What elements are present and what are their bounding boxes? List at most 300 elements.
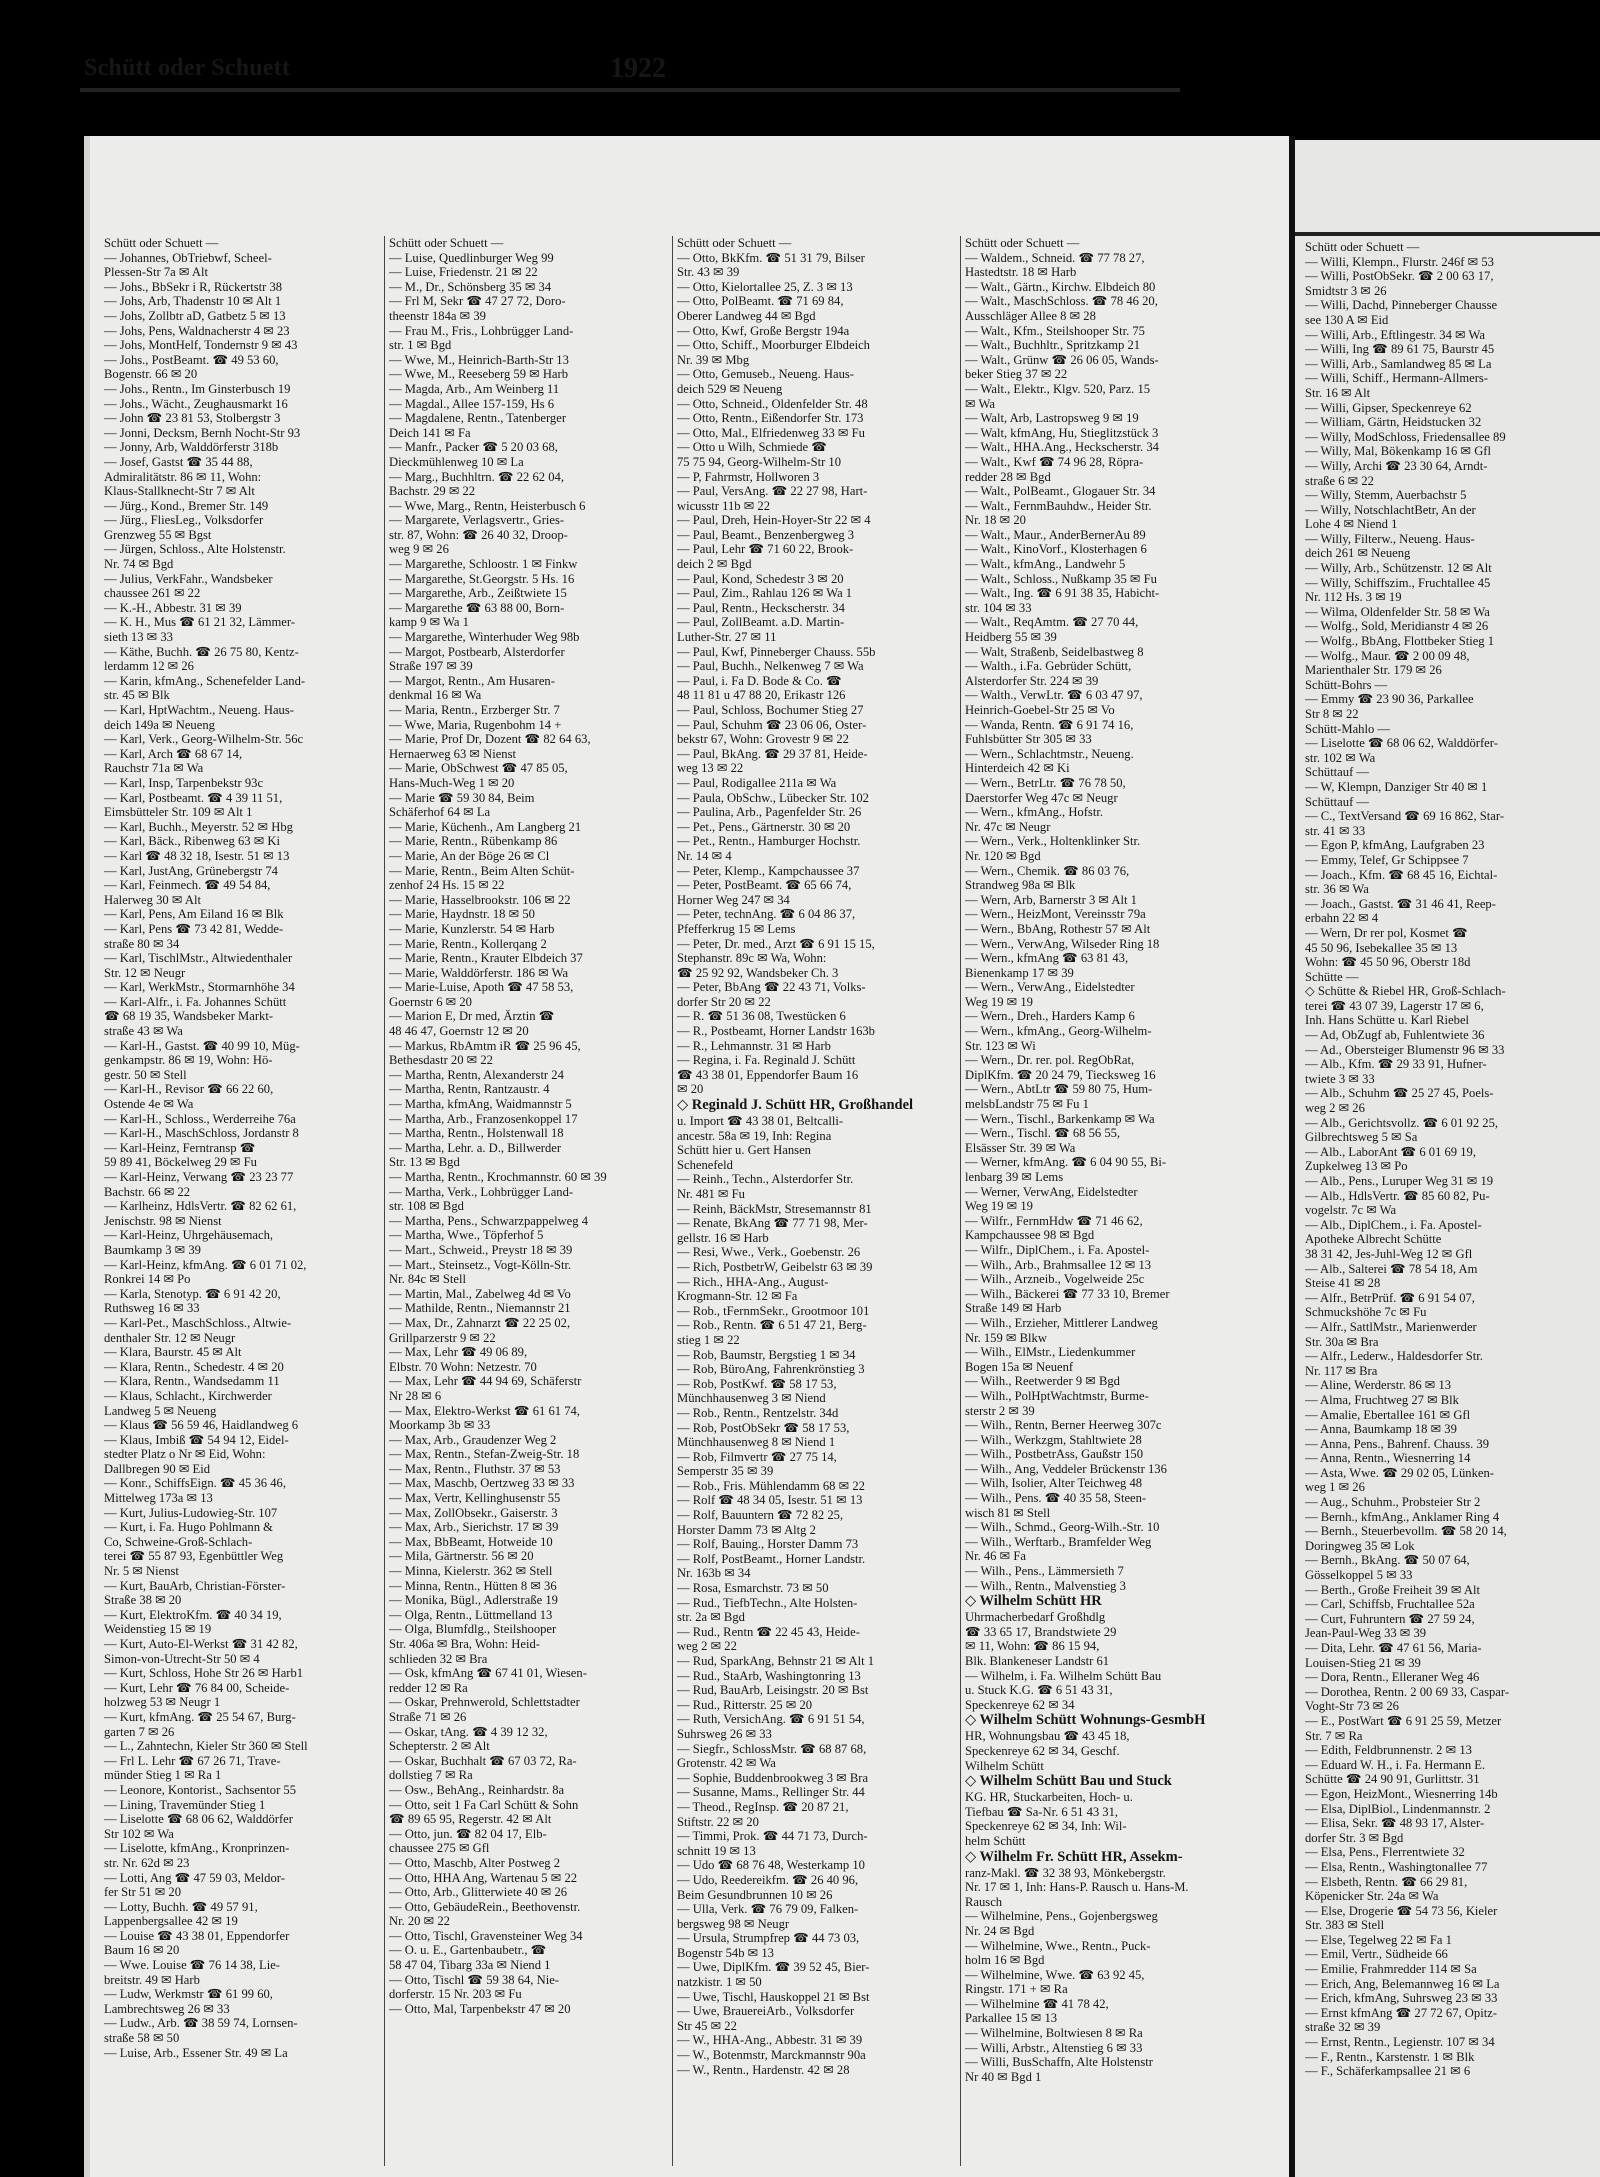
entry-line: — L., Zahntechn, Kieler Str 360 ✉ Stell bbox=[104, 1739, 308, 1754]
entry-line: — Alb., DiplChem., i. Fa. Apostel- bbox=[1305, 1217, 1482, 1232]
entry-line: — Martha, Lehr. a. D., Billwerder bbox=[389, 1140, 562, 1155]
entry-line: — Dora, Rentn., Elleraner Weg 46 bbox=[1305, 1670, 1480, 1685]
entry-line: — Theod., RegInsp. ☎ 20 87 21, bbox=[677, 1799, 849, 1814]
entry-line: — Oskar, tAng. ☎ 4 39 12 32, bbox=[389, 1724, 548, 1739]
entry-line: Goernstr 6 ✉ 20 bbox=[389, 994, 472, 1009]
entry-line: — C., TextVersand ☎ 69 16 862, Star- bbox=[1305, 809, 1505, 824]
entry-line: — Walt., MaschSchloss. ☎ 78 46 20, bbox=[965, 294, 1158, 309]
entry-line: Str. 13 ✉ Bgd bbox=[389, 1155, 460, 1170]
entry-line: — Emmy, Telef, Gr Schippsee 7 bbox=[1305, 852, 1469, 867]
entry-line: Ringstr. 171 + ✉ Ra bbox=[965, 1982, 1068, 1997]
entry-line: — Karla, Stenotyp. ☎ 6 91 42 20, bbox=[104, 1286, 281, 1301]
page-edge bbox=[84, 136, 90, 2177]
entry-line: Str 45 ✉ 22 bbox=[677, 2018, 737, 2033]
entry-line: deich 261 ✉ Neueng bbox=[1305, 546, 1411, 561]
entry-line: — Rud., Rentn ☎ 22 45 43, Heide- bbox=[677, 1624, 860, 1639]
entry-line: Straße 38 ✉ 20 bbox=[104, 1593, 182, 1608]
entry-line: — Paul, Schuhm ☎ 23 06 06, Oster- bbox=[677, 717, 867, 732]
entry-line: Suhrsweg 26 ✉ 33 bbox=[677, 1726, 772, 1741]
entry-line: — Renate, BkAng ☎ 77 71 98, Mer- bbox=[677, 1216, 868, 1231]
entry-line: — Ernst, Rentn., Legienstr. 107 ✉ 34 bbox=[1305, 2035, 1495, 2050]
entry-line: Klaus-Stallknecht-Str 7 ✉ Alt bbox=[104, 484, 255, 499]
entry-line: Gilbrechtsweg 5 ✉ Sa bbox=[1305, 1130, 1418, 1145]
entry-line: — Max, Lehr ☎ 49 06 89, bbox=[389, 1345, 528, 1360]
entry-line: — Karl-Heinz, Verwang ☎ 23 23 77 bbox=[104, 1170, 294, 1184]
entry-line: Str. 43 ✉ 39 bbox=[677, 265, 740, 280]
entry-line: 45 50 96, Isebekallee 35 ✉ 13 bbox=[1305, 940, 1458, 955]
entry-line: — Rob., tFernmSekr., Grootmoor 101 bbox=[677, 1303, 870, 1318]
entry-line: — Susanne, Mams., Rellinger Str. 44 bbox=[677, 1785, 865, 1800]
entry-line: Straße 197 ✉ 39 bbox=[389, 659, 473, 674]
entry-line: — Mila, Gärtnerstr. 56 ✉ 20 bbox=[389, 1549, 534, 1564]
entry-line: KG. HR, Stuckarbeiten, Hoch- u. bbox=[965, 1790, 1133, 1805]
entry-line: ◇ Reginald J. Schütt HR, Großhandel bbox=[677, 1097, 914, 1114]
entry-line: — Wern., Dr. rer. pol. RegObRat, bbox=[965, 1053, 1135, 1068]
entry-line: — Walt., KinoVorf., Klosterhagen 6 bbox=[965, 542, 1147, 557]
entry-line: — Walt., PolBeamt., Glogauer Str. 34 bbox=[965, 484, 1156, 499]
entry-line: — M., Dr., Schönsberg 35 ✉ 34 bbox=[389, 279, 552, 294]
entry-line: — Siegfr., SchlossMstr. ☎ 68 87 68, bbox=[677, 1741, 867, 1756]
entry-line: — Wwe, M., Reeseberg 59 ✉ Harb bbox=[389, 367, 569, 382]
entry-line: Horner Weg 247 ✉ 34 bbox=[677, 892, 790, 907]
entry-line: straße 32 ✉ 39 bbox=[1305, 2020, 1381, 2035]
entry-line: — Max, Elektro-Werkst ☎ 61 61 74, bbox=[389, 1403, 580, 1418]
entry-line: str. 108 ✉ Bgd bbox=[389, 1199, 464, 1214]
entry-line: — Karl-H., Revisor ☎ 66 22 60, bbox=[104, 1082, 274, 1097]
entry-line: Grenzweg 55 ✉ Bgst bbox=[104, 527, 212, 542]
entry-line: — Otto, BkKfm. ☎ 51 31 79, Bilser bbox=[677, 250, 865, 265]
entry-line: — Walt., Elektr., Klgv. 520, Parz. 15 bbox=[965, 381, 1151, 396]
entry-line: — Wern., kfmAng., Hofstr. bbox=[965, 805, 1103, 820]
entry-line: ◇ Wilhelm Fr. Schütt HR, Assekm- bbox=[965, 1848, 1183, 1865]
entry-line: — Willi, PostObSekr. ☎ 2 00 63 17, bbox=[1305, 269, 1494, 284]
entry-line: — Karl, WerkMstr., Stormarnhöhe 34 bbox=[104, 980, 295, 995]
entry-line: Kampchaussee 98 ✉ Bgd bbox=[965, 1228, 1095, 1243]
entry-line: — Werner, kfmAng. ☎ 6 04 90 55, Bi- bbox=[965, 1155, 1167, 1170]
entry-line: weg 1 ✉ 26 bbox=[1305, 1480, 1365, 1495]
entry-line: — Otto, Tischl ☎ 59 38 64, Nie- bbox=[389, 1972, 559, 1987]
entry-line: — Max, Vertr, Kellinghusenstr 55 bbox=[389, 1491, 561, 1506]
entry-line: — Mathilde, Rentn., Niemannstr 21 bbox=[389, 1301, 571, 1316]
entry-line: — O. u. E., Gartenbaubetr., ☎ bbox=[389, 1943, 547, 1958]
entry-line: — Bernh., kfmAng., Anklamer Ring 4 bbox=[1305, 1509, 1500, 1524]
entry-line: Schepterstr. 2 ✉ Alt bbox=[389, 1739, 490, 1754]
entry-line: weg 2 ✉ 22 bbox=[677, 1639, 737, 1654]
entry-line: redder 28 ✉ Bgd bbox=[965, 469, 1051, 484]
entry-line: — Alfr., BetrPrüf. ☎ 6 91 54 07, bbox=[1305, 1290, 1475, 1305]
entry-line: Uhrmacherbedarf Großhdlg bbox=[965, 1610, 1106, 1625]
entry-line: — Uwe, BrauereiArb., Volksdorfer bbox=[677, 2004, 855, 2019]
entry-line: — Lining, Travemünder Stieg 1 bbox=[104, 1797, 266, 1812]
entry-line: — Egon, HeizMont., Wiesnerring 14b bbox=[1305, 1786, 1498, 1801]
entry-line: — Wilh., Rentn, Berner Heerweg 307c bbox=[965, 1418, 1162, 1433]
entry-line: fer Str 51 ✉ 20 bbox=[104, 1885, 182, 1900]
entry-line: — Käthe, Buchh. ☎ 26 75 80, Kentz- bbox=[104, 644, 299, 659]
entry-line: helm Schütt bbox=[965, 1833, 1026, 1848]
entry-line: — Wilhelmine ☎ 41 78 42, bbox=[965, 1996, 1109, 2011]
entry-line: chaussee 275 ✉ Gfl bbox=[389, 1841, 490, 1856]
entry-line: — Paulina, Arb., Pagenfelder Str. 26 bbox=[677, 805, 862, 820]
entry-line: — Otto, Mal., Elfriedenweg 33 ✉ Fu bbox=[677, 425, 865, 440]
entry-line: — Karin, kfmAng., Schenefelder Land- bbox=[104, 673, 306, 688]
entry-line: — Wilhelmine, Wwe. ☎ 63 92 45, bbox=[965, 1967, 1145, 1982]
entry-line: — Rolf ☎ 48 34 05, Isestr. 51 ✉ 13 bbox=[677, 1493, 863, 1508]
entry-line: — Willi, Ing ☎ 89 61 75, Baurstr 45 bbox=[1305, 342, 1495, 357]
entry-line: Bachstr. 66 ✉ 22 bbox=[104, 1184, 191, 1199]
entry-line: terei ☎ 43 07 39, Lagerstr 17 ✉ 6, bbox=[1305, 998, 1484, 1013]
entry-line: — Else, Drogerie ☎ 54 73 56, Kieler bbox=[1305, 1903, 1498, 1918]
entry-line: — Karl, JustAng, Grünebergstr 74 bbox=[104, 863, 278, 878]
entry-line: — Peter, BbAng ☎ 22 43 71, Volks- bbox=[677, 980, 866, 995]
entry-line: — Marie, ObSchwest ☎ 47 85 05, bbox=[389, 761, 568, 776]
entry-line: — Otto, Rentn., Eißendorfer Str. 173 bbox=[677, 411, 864, 426]
entry-line: Münchhausenweg 8 ✉ Niend 1 bbox=[677, 1435, 836, 1450]
entry-line: Schütt hier u. Gert Hansen bbox=[677, 1143, 811, 1158]
entry-line: DiplKfm. ☎ 20 24 79, Tiecksweg 16 bbox=[965, 1067, 1156, 1082]
entry-line: — Jürg., Kond., Bremer Str. 149 bbox=[104, 498, 269, 513]
entry-line: Gösselkoppel 5 ✉ 33 bbox=[1305, 1568, 1413, 1583]
entry-line: — Udo, Reedereikfm. ☎ 26 40 96, bbox=[677, 1872, 859, 1887]
entry-line: — Wwe, Marg., Rentn, Heisterbusch 6 bbox=[389, 498, 586, 513]
entry-line: — Wilfr., FernmHdw ☎ 71 46 62, bbox=[965, 1213, 1143, 1228]
entry-line: Deich 141 ✉ Fa bbox=[389, 425, 471, 440]
entry-line: Blk. Blankeneser Landstr 61 bbox=[965, 1654, 1110, 1668]
entry-line: Zupkelweg 13 ✉ Po bbox=[1305, 1159, 1408, 1174]
entry-line: — Karl, Pens ☎ 73 42 81, Wedde- bbox=[104, 921, 284, 936]
entry-line: — Wern., Tischl., Barkenkamp ✉ Wa bbox=[965, 1111, 1155, 1126]
entry-line: Tiefbau ☎ Sa-Nr. 6 51 43 31, bbox=[965, 1804, 1119, 1819]
entry-line: — Wanda, Rentn. ☎ 6 91 74 16, bbox=[965, 717, 1134, 732]
entry-line: — Rob, PostObSekr ☎ 58 17 53, bbox=[677, 1420, 850, 1435]
entry-line: — Willy, Filterw., Neueng. Haus- bbox=[1305, 531, 1475, 546]
entry-line: Grotenstr. 42 ✉ Wa bbox=[677, 1756, 776, 1771]
entry-line: — Wern., Schlachtmstr., Neueng. bbox=[965, 746, 1134, 761]
entry-line: Nr. 84c ✉ Stell bbox=[389, 1272, 467, 1287]
entry-line: — Wilh., Werkzgm, Stahltwiete 28 bbox=[965, 1432, 1142, 1447]
entry-line: str. 104 ✉ 33 bbox=[965, 600, 1032, 615]
entry-line: — Minna, Kielerstr. 362 ✉ Stell bbox=[389, 1564, 553, 1579]
entry-line: — Karl-Heinz, kfmAng. ☎ 6 01 71 02, bbox=[104, 1257, 307, 1272]
entry-line: — Kurt, Auto-El-Werkst ☎ 31 42 82, bbox=[104, 1637, 298, 1651]
entry-line: — Else, Tegelweg 22 ✉ Fa 1 bbox=[1305, 1932, 1452, 1947]
entry-line: — Konr., SchiffsEign. ☎ 45 36 46, bbox=[104, 1476, 286, 1491]
entry-line: — Wilma, Oldenfelder Str. 58 ✉ Wa bbox=[1305, 604, 1490, 619]
entry-line: — Wilh., PolHptWachtmstr, Burme- bbox=[965, 1388, 1149, 1403]
entry-line: u. Stuck K.G. ☎ 6 51 43 31, bbox=[965, 1683, 1113, 1698]
entry-line: — Otto, Arb., Glitterwiete 40 ✉ 26 bbox=[389, 1885, 568, 1900]
entry-line: — Liselotte ☎ 68 06 62, Walddörfer- bbox=[1305, 736, 1498, 751]
entry-line: — Aline, Werderstr. 86 ✉ 13 bbox=[1305, 1378, 1452, 1393]
entry-line: Eimsbütteler Str. 109 ✉ Alt 1 bbox=[104, 805, 253, 820]
entry-line: — Martha, Rentn, Alexanderstr 24 bbox=[389, 1067, 564, 1082]
entry-line: — Max, Dr., Zahnarzt ☎ 22 25 02, bbox=[389, 1315, 571, 1330]
entry-line: — Leonore, Kontorist., Sachsentor 55 bbox=[104, 1782, 297, 1797]
entry-line: straße 43 ✉ Wa bbox=[104, 1024, 183, 1039]
entry-line: — Wilhelmine, Pens., Gojenbergsweg bbox=[965, 1909, 1158, 1924]
entry-line: — Otto, Schiff., Moorburger Elbdeich bbox=[677, 338, 870, 353]
entry-line: Baum 16 ✉ 20 bbox=[104, 1943, 180, 1958]
entry-line: deich 2 ✉ Bgd bbox=[677, 557, 752, 572]
entry-line: Schütt-Mahlo — bbox=[1305, 721, 1391, 736]
entry-line: — Marie, Küchenh., Am Langberg 21 bbox=[389, 819, 582, 834]
entry-line: — Liselotte ☎ 68 06 62, Walddörfer bbox=[104, 1812, 293, 1827]
page-number: 1922 bbox=[610, 53, 666, 84]
entry-line: ☎ 25 92 92, Wandsbeker Ch. 3 bbox=[677, 965, 839, 980]
entry-line: — Oskar, Buchhalt ☎ 67 03 72, Ra- bbox=[389, 1753, 577, 1768]
entry-line: Weg 19 ✉ 19 bbox=[965, 1199, 1033, 1214]
entry-line: — Wilh., Arzneib., Vogelweide 25c bbox=[965, 1272, 1145, 1287]
entry-line: — Lotti, Ang ☎ 47 59 03, Meldor- bbox=[104, 1870, 285, 1885]
entry-line: str. 2a ✉ Bgd bbox=[677, 1610, 745, 1625]
entry-line: vogelstr. 7c ✉ Wa bbox=[1305, 1203, 1397, 1218]
entry-line: bekstr 67, Wohn: Grovestr 9 ✉ 22 bbox=[677, 732, 849, 747]
entry-line: — Wilfr., DiplChem., i. Fa. Apostel- bbox=[965, 1242, 1150, 1257]
entry-line: Moorkamp 3b ✉ 33 bbox=[389, 1418, 491, 1433]
entry-line: — Alb., Pens., Luruper Weg 31 ✉ 19 bbox=[1305, 1174, 1494, 1188]
entry-line: — Wern., BetrLtr. ☎ 76 78 50, bbox=[965, 775, 1126, 790]
entry-line: — Paul, Zim., Rahlau 126 ✉ Wa 1 bbox=[677, 586, 853, 601]
entry-line: — Wern., Verk., Holtenklinker Str. bbox=[965, 834, 1141, 849]
entry-line: — Otto, Tischl, Gravensteiner Weg 34 bbox=[389, 1928, 583, 1943]
entry-line: — Rich., HHA-Ang., August- bbox=[677, 1274, 829, 1289]
entry-line: Nr. 74 ✉ Bgd bbox=[104, 557, 174, 572]
entry-line: — Martin, Mal., Zabelweg 4d ✉ Vo bbox=[389, 1286, 571, 1301]
entry-line: — Walth., i.Fa. Gebrüder Schütt, bbox=[965, 659, 1132, 674]
entry-line: — Martha, Verk., Lohbrügger Land- bbox=[389, 1184, 574, 1199]
entry-line: Nr. 20 ✉ 22 bbox=[389, 1914, 450, 1929]
entry-line: — Alb., Kfm. ☎ 29 33 91, Hufner- bbox=[1305, 1057, 1487, 1072]
entry-line: — Walth., VerwLtr. ☎ 6 03 47 97, bbox=[965, 688, 1143, 703]
facing-page bbox=[1295, 140, 1600, 2177]
entry-line: — Minna, Rentn., Hütten 8 ✉ 36 bbox=[389, 1578, 557, 1593]
entry-line: Alsterdorfer Str. 224 ✉ 39 bbox=[965, 673, 1099, 688]
entry-line: stedter Platz o Nr ✉ Eid, Wohn: bbox=[104, 1447, 266, 1462]
entry-line: — P, Fahrmstr, Hollworen 3 bbox=[677, 469, 820, 484]
entry-line: Admiralitätstr. 86 ✉ 11, Wohn: bbox=[104, 469, 262, 484]
entry-line: — Paul, Schloss, Bochumer Stieg 27 bbox=[677, 703, 864, 717]
entry-line: — Otto, Maschb, Alter Postweg 2 bbox=[389, 1855, 561, 1870]
entry-line: Weg 19 ✉ 19 bbox=[965, 994, 1033, 1009]
entry-line: — Luise, Quedlinburger Weg 99 bbox=[389, 250, 554, 265]
entry-line: gellstr. 16 ✉ Harb bbox=[677, 1230, 769, 1245]
entry-line: — Walt., Kfm., Steilshooper Str. 75 bbox=[965, 323, 1145, 338]
entry-line: — Reinh., Techn., Alsterdorfer Str. bbox=[677, 1172, 854, 1187]
entry-line: Nr. 18 ✉ 20 bbox=[965, 513, 1026, 528]
entry-line: Bienenkamp 17 ✉ 39 bbox=[965, 965, 1074, 980]
column-4 bbox=[965, 236, 1265, 2166]
entry-line: — Kurt, Schloss, Hohe Str 26 ✉ Harb1 bbox=[104, 1666, 304, 1681]
entry-line: — Wern, Dr rer pol, Kosmet ☎ bbox=[1305, 925, 1468, 940]
entry-line: — Martha, Rentn, Rantzaustr. 4 bbox=[389, 1082, 550, 1097]
entry-line: Schütt oder Schuett — bbox=[104, 236, 219, 250]
column-2 bbox=[389, 236, 661, 2166]
entry-line: Stiftstr. 22 ✉ 20 bbox=[677, 1814, 759, 1829]
entry-line: — Wern., BbAng, Rothestr 57 ✉ Alt bbox=[965, 921, 1151, 936]
entry-line: Lappenbergsallee 42 ✉ 19 bbox=[104, 1914, 238, 1929]
entry-line: Schenefeld bbox=[677, 1157, 733, 1172]
entry-line: — Anna, Baumkamp 18 ✉ 39 bbox=[1305, 1422, 1457, 1437]
entry-line: — R., Lehmannstr. 31 ✉ Harb bbox=[677, 1038, 831, 1053]
entry-line: — Dorothea, Rentn. 2 00 69 33, Caspar- bbox=[1305, 1684, 1510, 1699]
entry-line: — Amalie, Ebertallee 161 ✉ Gfl bbox=[1305, 1407, 1471, 1422]
entry-line: — Ruth, VersichAng. ☎ 6 91 51 54, bbox=[677, 1712, 865, 1727]
entry-line: — Carl, Schiffsb, Fruchtallee 52a bbox=[1305, 1597, 1475, 1612]
entry-line: — Wwe, M., Heinrich-Barth-Str 13 bbox=[389, 352, 569, 367]
entry-line: Pfefferkrug 15 ✉ Lems bbox=[677, 921, 796, 936]
entry-line: — Rud, SparkAng, Behnstr 21 ✉ Alt 1 bbox=[677, 1654, 875, 1668]
entry-line: — Wilh., Arb., Brahmsallee 12 ✉ 13 bbox=[965, 1257, 1152, 1272]
directory-page bbox=[84, 136, 1289, 2177]
entry-line: Inh. Hans Schütte u. Karl Riebel bbox=[1305, 1013, 1470, 1028]
entry-line: — Paul, BkAng. ☎ 29 37 81, Heide- bbox=[677, 746, 868, 761]
entry-line: straße 80 ✉ 34 bbox=[104, 936, 180, 951]
entry-line: Nr. 112 Hs. 3 ✉ 19 bbox=[1305, 590, 1402, 605]
entry-line: see 130 A ✉ Eid bbox=[1305, 312, 1389, 327]
entry-line: — Marie, Walddörferstr. 186 ✉ Wa bbox=[389, 965, 569, 980]
entry-line: — Alfr., SattlMstr., Marienwerder bbox=[1305, 1319, 1477, 1334]
entry-line: — Willy, ModSchloss, Friedensallee 89 bbox=[1305, 429, 1506, 444]
entry-line: Schütt oder Schuett — bbox=[677, 236, 792, 250]
entry-line: ✉ Wa bbox=[965, 396, 995, 411]
entry-line: — Luise, Arb., Essener Str. 49 ✉ La bbox=[104, 2045, 288, 2060]
entry-line: — Rob, BüroAng, Fahrenkrönstieg 3 bbox=[677, 1362, 865, 1377]
entry-line: — Wern., VerwAng, Wilseder Ring 18 bbox=[965, 936, 1160, 951]
entry-line: — Olga, Rentn., Lüttmelland 13 bbox=[389, 1607, 553, 1622]
entry-line: — R., Postbeamt, Horner Landstr 163b bbox=[677, 1024, 875, 1039]
entry-line: — R. ☎ 51 36 08, Twestücken 6 bbox=[677, 1009, 846, 1024]
entry-line: — Curt, Fuhruntern ☎ 27 59 24, bbox=[1305, 1611, 1475, 1626]
entry-line: — Wilh., Rentn., Malvenstieg 3 bbox=[965, 1578, 1126, 1593]
entry-line: — Elsa, Rentn., Washingtonallee 77 bbox=[1305, 1859, 1488, 1874]
entry-line: — Paul, Dreh, Hein-Hoyer-Str 22 ✉ 4 bbox=[677, 513, 871, 528]
entry-line: Nr. 47c ✉ Neugr bbox=[965, 819, 1051, 834]
entry-line: — Osk, kfmAng ☎ 67 41 01, Wiesen- bbox=[389, 1666, 587, 1681]
entry-line: — K. H., Mus ☎ 61 21 32, Lämmer- bbox=[104, 615, 296, 630]
entry-line: — Klaus ☎ 56 59 46, Haidlandweg 6 bbox=[104, 1418, 299, 1433]
entry-line: — Walt., ReqAmtm. ☎ 27 70 44, bbox=[965, 615, 1139, 630]
entry-line: Str. 16 ✉ Alt bbox=[1305, 385, 1371, 400]
entry-line: — Willy, Archi ☎ 23 30 64, Arndt- bbox=[1305, 458, 1488, 473]
entry-line: münder Stieg 1 ✉ Ra 1 bbox=[104, 1768, 222, 1783]
entry-line: bergsweg 98 ✉ Neugr bbox=[677, 1916, 790, 1931]
entry-line: — Alb., Salterei ☎ 78 54 18, Am bbox=[1305, 1261, 1478, 1276]
entry-line: Krogmann-Str. 12 ✉ Fa bbox=[677, 1289, 798, 1304]
entry-line: — W., HHA-Ang., Abbestr. 31 ✉ 39 bbox=[677, 2033, 863, 2048]
entry-line: Straße 149 ✉ Harb bbox=[965, 1301, 1062, 1316]
entry-line: — Klaus, Imbiß ☎ 54 94 12, Eidel- bbox=[104, 1432, 289, 1447]
entry-line: Str. 383 ✉ Stell bbox=[1305, 1918, 1385, 1933]
entry-line: — Elsbeth, Rentn. ☎ 66 29 81, bbox=[1305, 1874, 1468, 1889]
entry-line: weg 2 ✉ 26 bbox=[1305, 1101, 1365, 1116]
entry-line: — Marie, Rentn., Rübenkamp 86 bbox=[389, 834, 558, 849]
entry-line: — Otto, seit 1 Fa Carl Schütt & Sohn bbox=[389, 1797, 579, 1812]
entry-line: — Martha, Wwe., Töpferhof 5 bbox=[389, 1228, 544, 1243]
entry-line: Wohn: ☎ 45 50 96, Oberstr 18d bbox=[1305, 955, 1471, 970]
entry-line: — Rosa, Esmarchstr. 73 ✉ 50 bbox=[677, 1581, 829, 1596]
entry-line: Rausch bbox=[965, 1894, 1003, 1909]
entry-line: 38 31 42, Jes-Juhl-Weg 12 ✉ Gfl bbox=[1305, 1246, 1473, 1261]
entry-line: — Jonny, Arb, Walddörferstr 318b bbox=[104, 440, 279, 455]
entry-line: — Martha, Pens., Schwarzpappelweg 4 bbox=[389, 1213, 588, 1228]
entry-line: — Karl, HptWachtm., Neueng. Haus- bbox=[104, 703, 294, 717]
entry-line: Str. 12 ✉ Neugr bbox=[104, 965, 186, 980]
entry-line: — Marie, Rentn., Krauter Elbdeich 37 bbox=[389, 951, 583, 966]
entry-line: — Karl, Arch ☎ 68 67 14, bbox=[104, 746, 243, 761]
entry-line: — Wern., kfmAng ☎ 63 81 43, bbox=[965, 951, 1129, 966]
entry-line: — Karl, Verk., Georg-Wilhelm-Str. 56c bbox=[104, 732, 304, 747]
entry-line: Apotheke Albrecht Schütte bbox=[1305, 1232, 1442, 1247]
entry-line: — Paul, Rentn., Heckscherstr. 34 bbox=[677, 600, 845, 615]
entry-line: — Max, Lehr ☎ 44 94 69, Schäferstr bbox=[389, 1374, 582, 1389]
entry-line: — Karl, Feinmech. ☎ 49 54 84, bbox=[104, 878, 271, 893]
entry-line: weg 13 ✉ 22 bbox=[677, 761, 744, 776]
entry-line: — Elsa, DiplBiol., Lindenmannstr. 2 bbox=[1305, 1801, 1491, 1816]
entry-line: — Alb., Schuhm ☎ 25 27 45, Poels- bbox=[1305, 1086, 1494, 1101]
entry-line: — Karl-Alfr., i. Fa. Johannes Schütt bbox=[104, 994, 287, 1009]
entry-line: Nr. 120 ✉ Bgd bbox=[965, 848, 1041, 863]
entry-line: ◇ Wilhelm Schütt HR bbox=[965, 1593, 1102, 1610]
entry-line: — Johs., BbSekr i R, Rückertstr 38 bbox=[104, 279, 283, 294]
entry-line: — Willi, Arbstr., Altenstieg 6 ✉ 33 bbox=[965, 2040, 1143, 2055]
entry-line: — Otto u Wilh, Schmiede ☎ bbox=[677, 440, 827, 455]
entry-line: — Karl-Heinz, Uhrgehäusemach, bbox=[104, 1228, 274, 1243]
entry-line: ◇ Wilhelm Schütt Wohnungs-GesmbH bbox=[965, 1712, 1206, 1729]
entry-line: — Wilh., Reetwerder 9 ✉ Bgd bbox=[965, 1374, 1120, 1389]
entry-line: — Jürgen, Schloss., Alte Holstenstr. bbox=[104, 542, 286, 557]
entry-line: — Ad, ObZugf ab, Fuhlentwiete 36 bbox=[1305, 1028, 1485, 1043]
entry-line: — Karl-Heinz, Ferntransp ☎ bbox=[104, 1140, 256, 1155]
entry-line: — Ad., Obersteiger Blumenstr 96 ✉ 33 bbox=[1305, 1042, 1505, 1057]
entry-line: — William, Gärtn, Heidstucken 32 bbox=[1305, 415, 1482, 430]
entry-line: — Otto, Kwf, Große Bergstr 194a bbox=[677, 323, 850, 338]
entry-line: — Uwe, DiplKfm. ☎ 39 52 45, Bier- bbox=[677, 1960, 870, 1975]
entry-line: — Marie, An der Böge 26 ✉ Cl bbox=[389, 848, 550, 863]
entry-line: Elbstr. 70 Wohn: Netzestr. 70 bbox=[389, 1359, 537, 1374]
entry-line: — Willi, Arb., Eftlingestr. 34 ✉ Wa bbox=[1305, 327, 1485, 342]
entry-line: Schütt oder Schuett — bbox=[1305, 240, 1420, 254]
entry-line: str. 1 ✉ Bgd bbox=[389, 338, 452, 353]
entry-line: — Emil, Vertr., Südheide 66 bbox=[1305, 1947, 1448, 1962]
entry-line: — Magda, Arb., Am Weinberg 11 bbox=[389, 381, 560, 396]
entry-line: — Willi, BusSchaffn, Alte Holstenstr bbox=[965, 2055, 1153, 2070]
entry-line: — Wolfg., Sold, Meridianstr 4 ✉ 26 bbox=[1305, 619, 1489, 634]
entry-line: lerdamm 12 ✉ 26 bbox=[104, 659, 194, 674]
entry-line: — Klaus, Schlacht., Kirchwerder bbox=[104, 1388, 272, 1403]
entry-line: — Willy, Arb., Schützenstr. 12 ✉ Alt bbox=[1305, 561, 1492, 576]
entry-line: genkampstr. 86 ✉ 19, Wohn: Hö- bbox=[104, 1053, 273, 1068]
entry-line: — Karl, Pens, Am Eiland 16 ✉ Blk bbox=[104, 907, 284, 922]
entry-line: — Walt., Gärtn., Kirchw. Elbdeich 80 bbox=[965, 279, 1156, 294]
entry-line: Nr. 46 ✉ Fa bbox=[965, 1549, 1026, 1564]
entry-line: — Martha, Rentn., Krochmannstr. 60 ✉ 39 bbox=[389, 1170, 607, 1184]
entry-line: — Marie, Rentn., Beim Alten Schüt- bbox=[389, 863, 575, 878]
entry-line: — Wilh., Pens. ☎ 40 35 58, Steen- bbox=[965, 1491, 1147, 1506]
entry-line: Horster Damm 73 ✉ Altg 2 bbox=[677, 1522, 816, 1537]
entry-line: weg 9 ✉ 26 bbox=[389, 542, 449, 557]
entry-line: — Wern., VerwAng., Eidelstedter bbox=[965, 980, 1135, 995]
entry-line: — Oskar, Prehnwerold, Schlettstadter bbox=[389, 1695, 580, 1710]
entry-line: — Marie, Rentn., Kollerqang 2 bbox=[389, 936, 547, 951]
entry-line: — John ☎ 23 81 53, Stolbergstr 3 bbox=[104, 411, 281, 426]
entry-line: — Jonni, Decksm, Bernh Nocht-Str 93 bbox=[104, 425, 301, 440]
entry-line: — Karl, TischlMstr., Altwiedenthaler bbox=[104, 951, 293, 966]
entry-line: — Rob., Fris. Mühlendamm 68 ✉ 22 bbox=[677, 1478, 865, 1493]
entry-line: — Walt., Kwf ☎ 74 96 28, Röpra- bbox=[965, 454, 1144, 469]
entry-line: — Otto, Gemuseb., Neueng. Haus- bbox=[677, 367, 854, 382]
entry-line: — Wilh., Schmd., Georg-Wilh.-Str. 10 bbox=[965, 1520, 1160, 1535]
entry-line: — Egon P, kfmAng, Laufgraben 23 bbox=[1305, 838, 1485, 853]
entry-line: — W., Rentn., Hardenstr. 42 ✉ 28 bbox=[677, 2062, 850, 2077]
